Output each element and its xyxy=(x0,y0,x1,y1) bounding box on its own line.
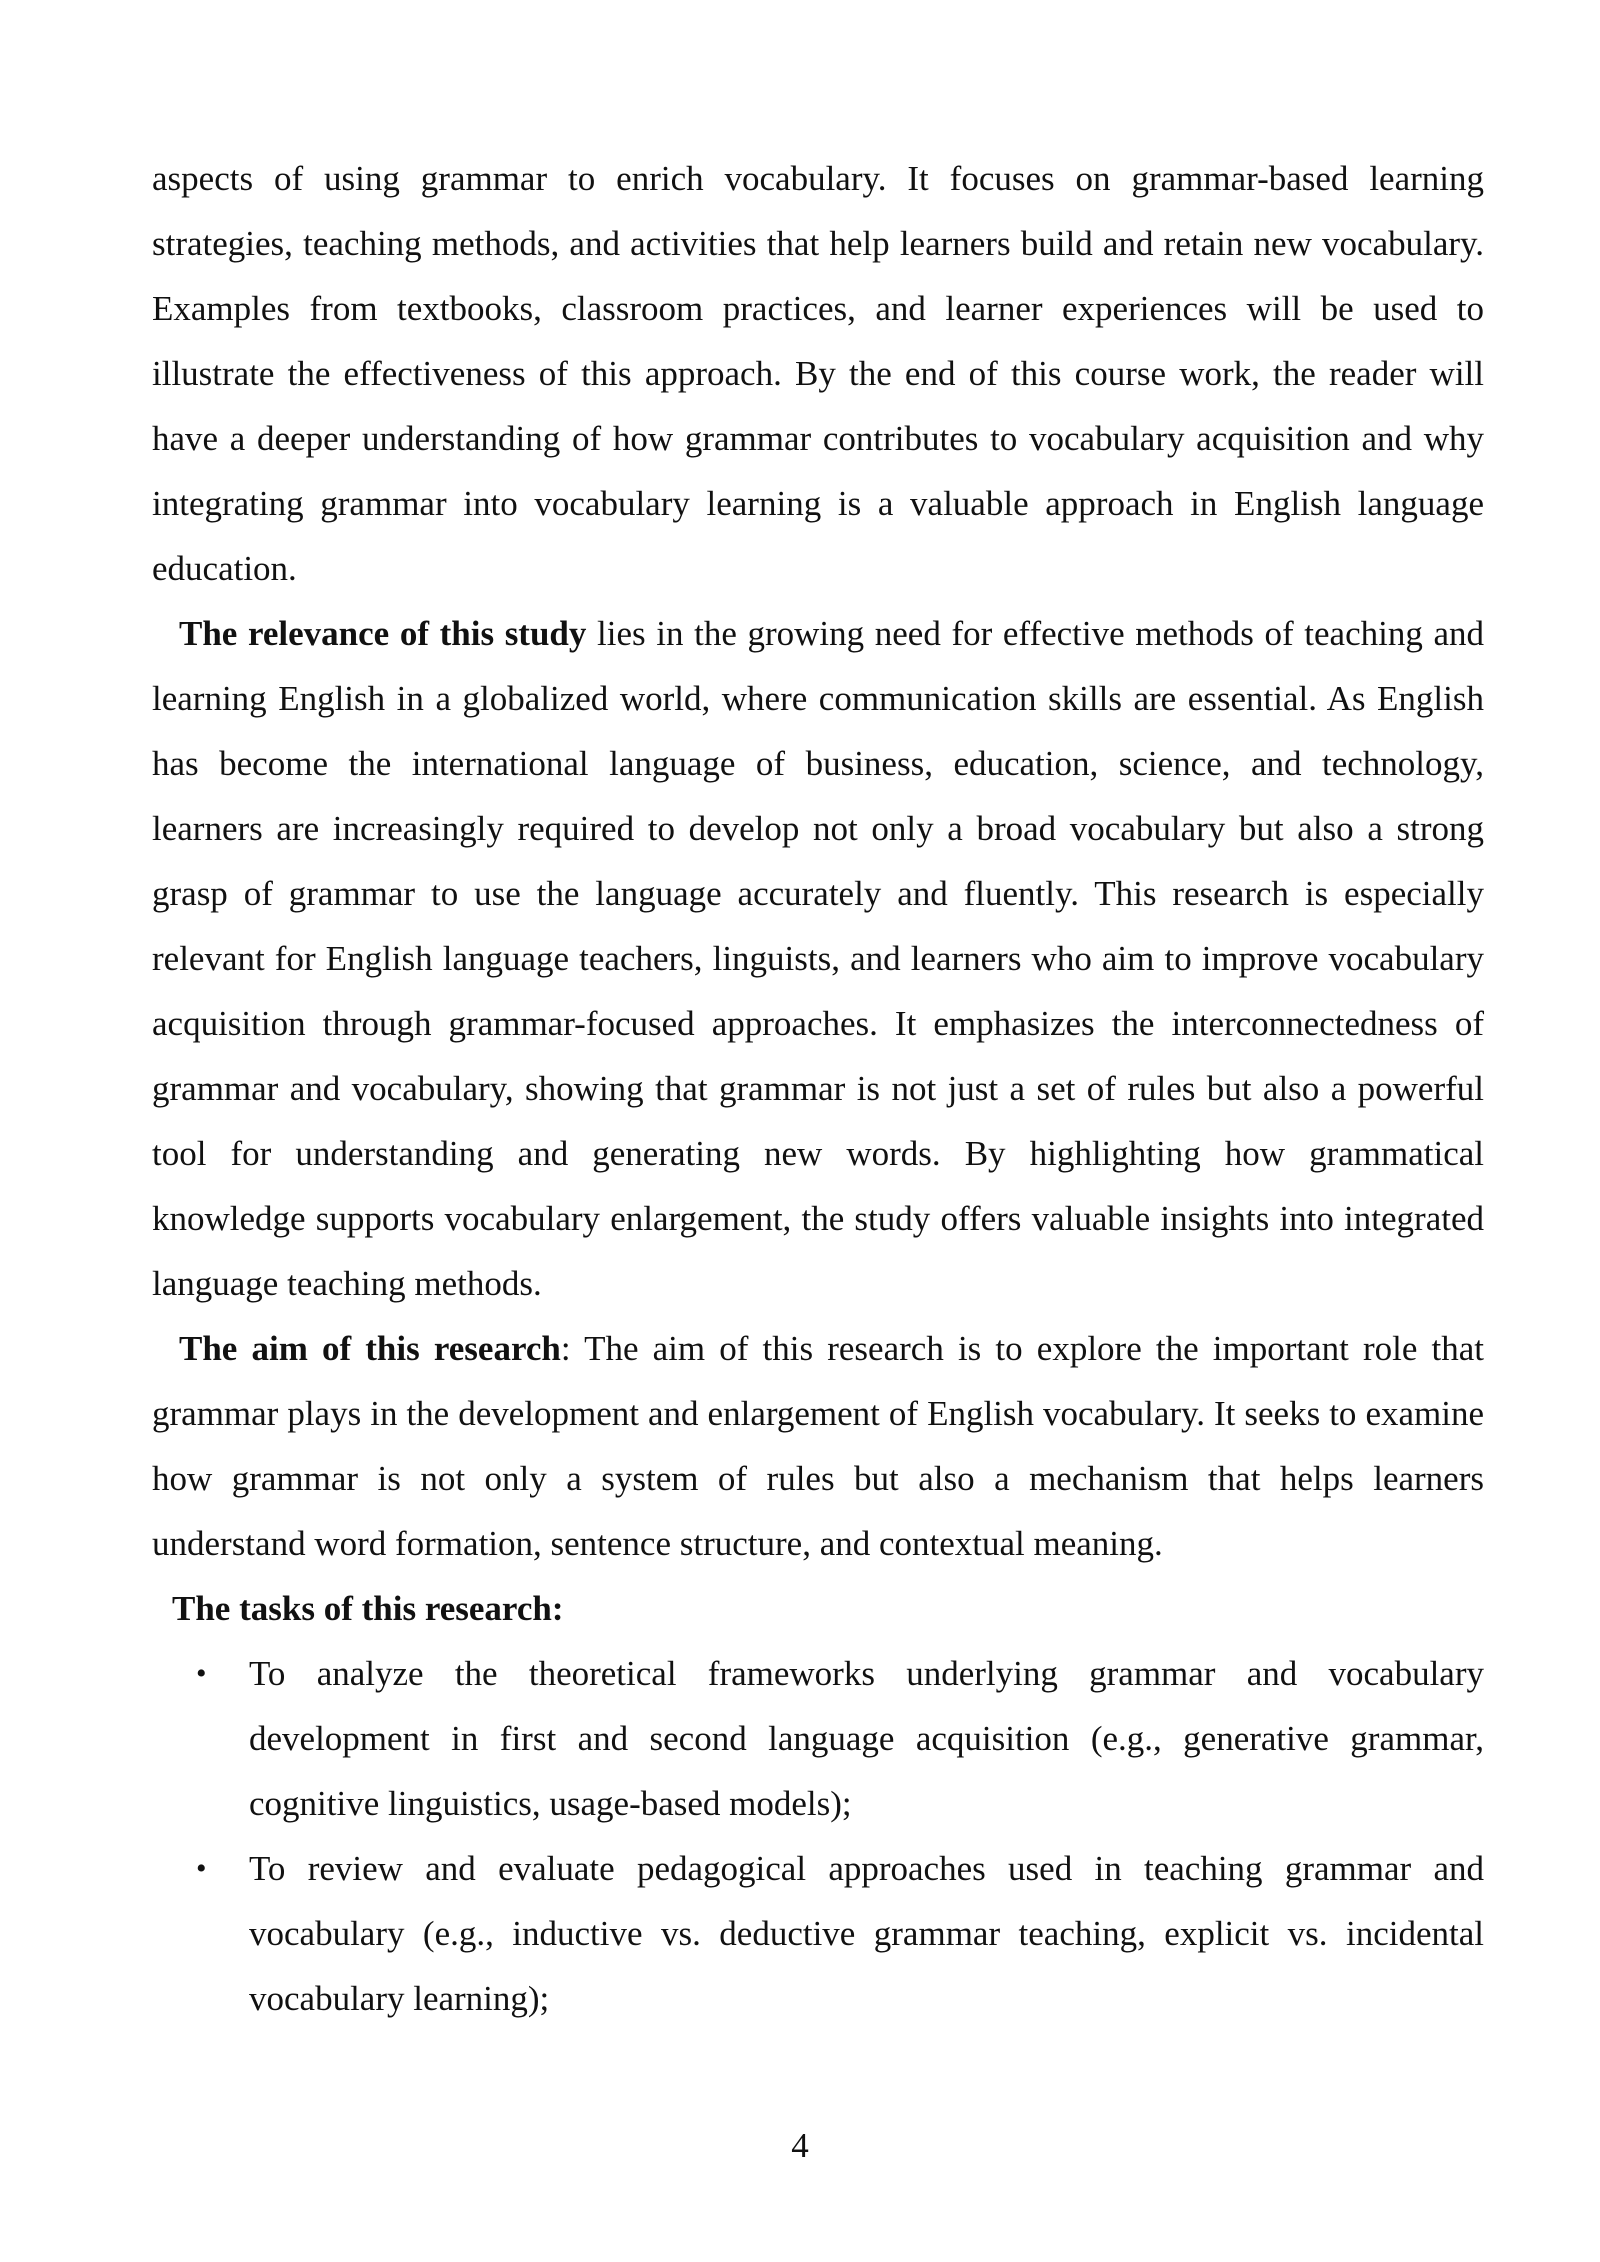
relevance-paragraph xyxy=(152,601,1484,1316)
page-number: 4 xyxy=(791,2126,809,2165)
task-text: To analyze the theoretical frameworks underlying grammar and vocabulary development in first and second language acquisition (e.g., generative grammar, cognitive linguistics, usage-based models); xyxy=(249,1654,1484,1823)
relevance-text: lies in the growing need for effective methods of teaching and learning English in a globalized world, where communication skills are essential. As English has become the international language of business, education, science, and technology, learners are increasingly required to develop not only a broad vocabulary but also a strong grasp of grammar to use the language accurately and fluently. This research is especially relevant for English language teachers, linguists, and learners who aim to improve vocabulary acquisition through grammar-focused approaches. It emphasizes the interconnectedness of grammar and vocabulary, showing that grammar is not just a set of rules but also a powerful tool for understanding and generating new words. By highlighting how grammatical knowledge supports vocabulary enlargement, the study offers valuable insights into integrated language teaching methods. xyxy=(152,614,1485,1303)
tasks-list xyxy=(152,1641,1484,2031)
task-item xyxy=(152,1641,1484,1836)
aim-paragraph xyxy=(152,1316,1484,1576)
intro-paragraph: aspects of using grammar to enrich vocabulary. It focuses on grammar-based learning strategies, teaching methods, and activities that help learners build and retain new vocabulary. Examples from textbooks, classroom practices, and learner experiences will be used to illustrate the effectiveness of this approach. By the end of this course work, the reader will have a deeper understanding of how grammar contributes to vocabulary acquisition and why integrating grammar into vocabulary learning is a valuable approach in English language education. xyxy=(152,159,1484,588)
document-page xyxy=(152,146,1484,2031)
task-item xyxy=(152,1836,1484,2031)
task-text: To review and evaluate pedagogical approaches used in teaching grammar and vocabulary (e.g., inductive vs. deductive grammar teaching, explicit vs. incidental vocabulary learning); xyxy=(249,1849,1484,2018)
bullet-icon: • xyxy=(196,1852,207,1885)
tasks-heading: The tasks of this research: xyxy=(172,1589,564,1628)
relevance-heading: The relevance of this study xyxy=(179,614,587,653)
aim-text: : The aim of this research is to explore the important role that grammar plays in the development and enlargement of English vocabulary. It seeks to examine how grammar is not only a system of rules but also a mechanism that helps learners understand word formation, sentence structure, and contextual meaning. xyxy=(152,1329,1484,1563)
bullet-icon: • xyxy=(196,1657,207,1690)
aim-heading: The aim of this research xyxy=(179,1329,561,1368)
